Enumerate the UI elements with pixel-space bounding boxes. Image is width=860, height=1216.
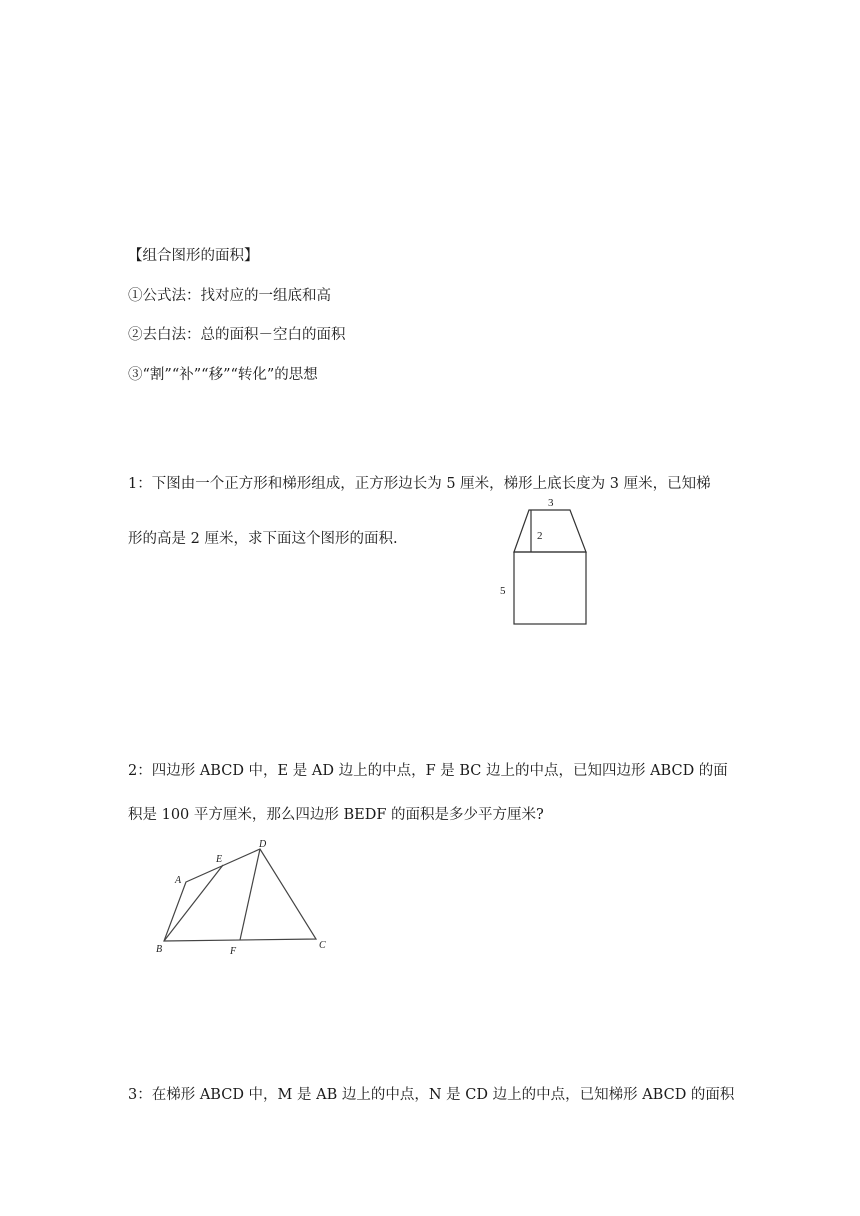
label-b: B — [156, 944, 163, 955]
section-heading: 【组合图形的面积】 — [128, 248, 259, 264]
problem-1-figure — [490, 490, 600, 630]
label-c: C — [319, 940, 326, 951]
segment-be — [164, 865, 223, 941]
problem-1-line-1: 1：下图由一个正方形和梯形组成，正方形边长为 5 厘米，梯形上底长度为 3 厘米，已知梯 — [128, 476, 711, 492]
problem-1-line-2: 形的高是 2 厘米，求下面这个图形的面积. — [128, 531, 398, 547]
problem-3-line-1: 3：在梯形 ABCD 中，M 是 AB 边上的中点，N 是 CD 边上的中点，已知梯形 ABCD 的面积 — [128, 1087, 735, 1103]
method-cut-fill-move: ③“割”“补”“移”“转化”的思想 — [128, 367, 318, 383]
label-f: F — [230, 946, 237, 957]
square-shape — [514, 552, 586, 624]
label-height: 2 — [537, 530, 543, 542]
problem-2-line-2: 积是 100 平方厘米，那么四边形 BEDF 的面积是多少平方厘米? — [128, 807, 544, 823]
method-subtract-blank: ②去白法：总的面积－空白的面积 — [128, 327, 346, 343]
label-e: E — [216, 854, 223, 865]
trapezoid-shape — [514, 510, 586, 552]
label-d: D — [259, 839, 267, 850]
label-top-base: 3 — [548, 497, 554, 509]
method-formula: ①公式法：找对应的一组底和高 — [128, 288, 331, 304]
quadrilateral-abcd — [164, 849, 316, 941]
problem-2-figure — [150, 835, 340, 960]
segment-df — [240, 849, 260, 940]
problem-2-line-1: 2：四边形 ABCD 中，E 是 AD 边上的中点，F 是 BC 边上的中点，已知四边形 ABCD 的面 — [128, 763, 728, 779]
label-a: A — [175, 875, 182, 886]
label-square-side: 5 — [500, 585, 506, 597]
